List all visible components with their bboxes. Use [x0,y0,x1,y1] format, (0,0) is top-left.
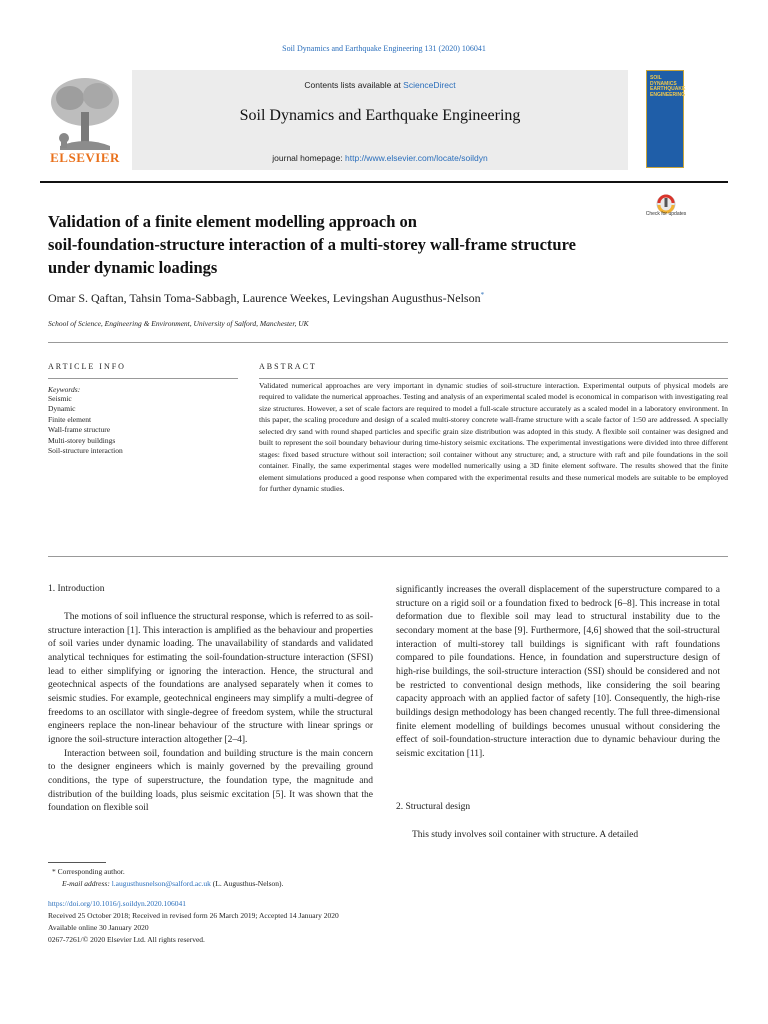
journal-title: Soil Dynamics and Earthquake Engineering [239,107,521,124]
footnote-rule [48,862,106,863]
design-paragraph-1: This study involves soil container with structure. A detailed [412,830,639,840]
article-title [48,210,638,279]
sciencedirect-link[interactable]: ScienceDirect [403,80,456,90]
affiliation: School of Science, Engineering & Environment, University of Salford, Manchester, UK [48,319,309,328]
email-label: E-mail address: [62,879,112,888]
abstract-rule [259,378,728,379]
homepage-line [132,153,628,163]
keywords-label: Keywords: [48,385,81,394]
journal-cover-title: SOIL DYNAMICS EARTHQUAKE ENGINEERING [650,75,686,98]
keywords-list [48,394,238,456]
email-suffix: (L. Augusthus-Nelson). [210,879,284,888]
col2-paragraph-1: significantly increases the overall displacement of the superstructure compared to a structure on a rigid soil or a foundation fixed to bedrock [6–8]. This increase in total deformation due to flexible soil may lead to structural instability due to the secondary moment at the base [9]. Furthermore, [4,6] showed that the soil-structural interaction of multi-storey tall buildings is significant with raft foundations compared to pile foundations. Hence, in foundation and superstructure design of high-rise buildings, the soil-structure interaction (SSI) should be considered and not be restricted to conventional design methods, like considering the soil bearing capacity approach with an applied factor of safety [10]. Consequently, the high-rise buildings design methodology has been changed recently. The full three-dimensional finite element modelling of buildings becomes unusual without considering the effect of soil-foundation-structure interaction due to dynamic behaviour during the seismic excitation [11]. [396,585,720,759]
keyword: Wall-frame structure [48,425,111,435]
authors: Omar S. Qaftan, Tahsin Toma-Sabbagh, Laurence Weekes, Levingshan Augusthus-Nelson [48,291,481,305]
contents-line [132,80,628,90]
header-rule [40,181,728,183]
keyword: Soil-structure interaction [48,446,123,456]
abstract-text: Validated numerical approaches are very important in dynamic studies of soil-structure interaction. Experimental outputs of physical models are required to validate the numerical approaches. Testing and analysis of an experimental scaled model is economical in comparison with investigating real size structures. However, a set of scale factors are required to model a full-scale structure accurately as a scaled model in a laboratory environment. In this paper, the scaling procedure and design of a scaled multi-storey concrete wall-frame structure with a scale factor of 1:50 are addressed. A specially selected dry sand with round shaped particles and specific grain size distribution was adopted in this study. A flexible soil container was designed and built to represent the soil boundary behaviour during time-history seismic excitations. The experimental investigations were divided into three different stages: fixed based structure without soil interaction; soil container without any structure; and, a structure with raft and pile foundations in the soil container. Finally, the same experimental stages were modelled numerically using a 3D finite element software. The results showed that the finite element simulations produced a good response when compared with the experimental results and these numerical models are suitable to be employed for further dynamic studies. [259,381,728,494]
keyword: Dynamic [48,404,76,414]
title-line: Validation of a finite element modelling approach on [48,212,417,231]
structural-design-heading: 2. Structural design [396,802,471,812]
info-top-rule [48,342,728,343]
doi-line [48,898,186,909]
article-info-heading: ARTICLE INFO [48,362,126,371]
keyword: Finite element [48,414,92,424]
copyright-line: 0267-7261/© 2020 Elsevier Ltd. All rights reserved. [48,935,205,944]
keyword: Seismic [48,394,72,403]
corresponding-author-note: * Corresponding author. [52,867,125,876]
intro-paragraph-1: The motions of soil influence the structural response, which is referred to as soil-structure interaction [1]. This interaction is amplified as the behaviour and properties of soil varies under dynamic loading. The unavailability of standards and validated analytical techniques for estimating the soil-foundation-structure interaction (SFSI) lead to either simplifying or ignoring the interaction. Hence, the structural and geotechnical aspects of the foundations are analysed separately when it comes to seismic studies. For example, geotechnical engineers may simplify a multi-degree of freedoms to an oscillator with single-degree of freedom system, while the structural engineers replace the non-linear behaviour of the structure with linear springs or ignore the soil-structure interaction altogether [2–4]. [48,612,373,745]
body-left-column [48,611,373,816]
intro-paragraph-2: Interaction between soil, foundation and building structure is the main concern to the designer engineers which is mainly governed by the prevailing ground conditions, the type of superstructure, the foundation type, the magnitude and distribution of the building loads, plus seismic excitation [5]. It was shown that the foundation on flexible soil [48,748,373,814]
email-link[interactable]: l.augusthusnelson@salford.ac.uk [111,879,211,888]
structural-design-text [396,829,720,843]
title-line: soil-foundation-structure interaction of a multi-storey wall-frame structure [48,235,576,254]
corresponding-author-mark[interactable]: * [480,291,485,299]
homepage-link[interactable]: http://www.elsevier.com/locate/soildyn [345,153,488,163]
check-for-updates-label: Check for updates [645,211,687,217]
keyword: Multi-storey buildings [48,435,116,445]
contents-prefix: Contents lists available at [304,80,404,90]
received-line: Received 25 October 2018; Received in revised form 26 March 2019; Accepted 14 January 2020 [48,911,339,920]
abstract-heading: ABSTRACT [259,362,317,371]
available-line: Available online 30 January 2020 [48,923,149,932]
body-right-column [396,584,720,762]
author-list [48,291,698,306]
email-line [62,878,283,889]
abstract-bottom-rule [48,556,728,557]
title-line: under dynamic loadings [48,258,218,277]
homepage-prefix: journal homepage: [272,153,346,163]
running-head: Soil Dynamics and Earthquake Engineering 131 (2020) 106041 [282,44,486,53]
elsevier-wordmark: ELSEVIER [50,150,120,165]
info-rule [48,378,238,379]
introduction-heading: 1. Introduction [48,584,105,594]
doi-link[interactable]: https://doi.org/10.1016/j.soildyn.2020.106041 [48,899,186,908]
